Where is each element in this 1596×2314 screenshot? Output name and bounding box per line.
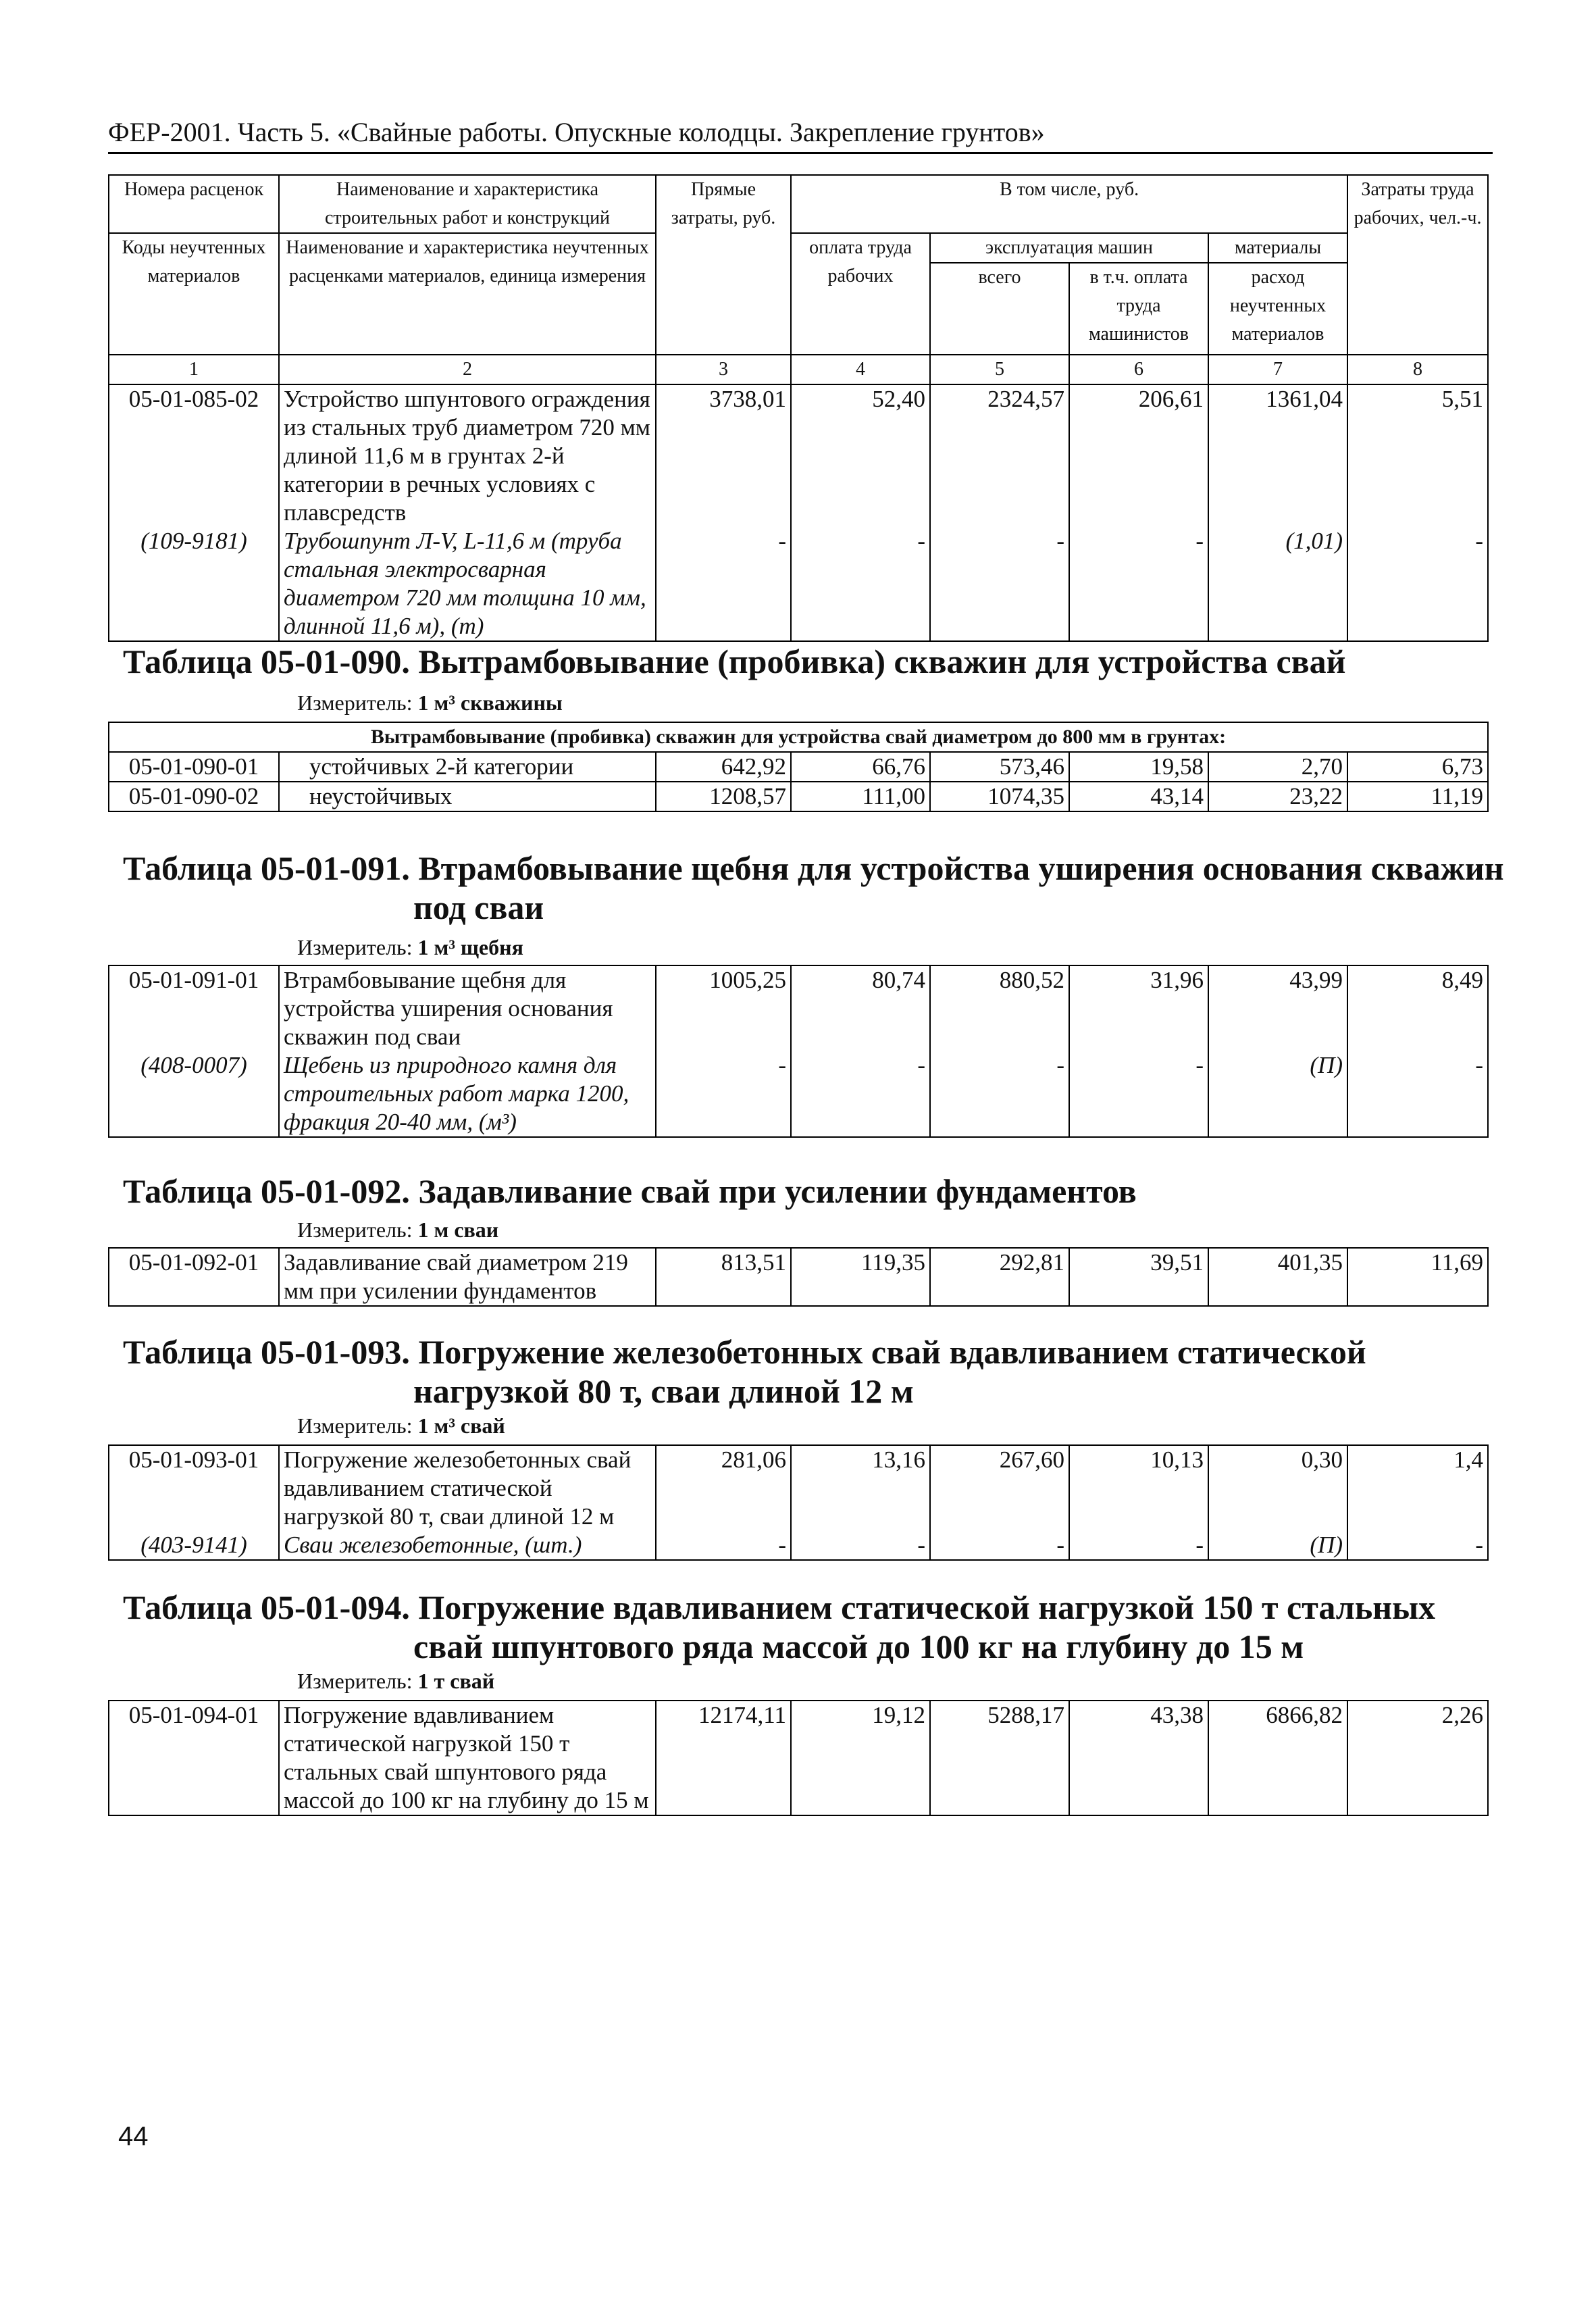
work-name: Погружение вдавливанием статической нагрузкой 150 т стальных свай шпунтового ряда массой до 100 кг на глубину до 15 м (279, 1701, 656, 1815)
col2-header-top: Наименование и характеристика строительных работ и конструкций (279, 175, 656, 233)
col-number: 4 (791, 355, 930, 384)
materials-cost: 6866,82 (1208, 1701, 1347, 1815)
table-title-line1: Таблица 05-01-094. Погружение вдавливанием статической нагрузкой 150 т стальных (123, 1588, 1436, 1626)
meter-label: Измеритель: (297, 1217, 413, 1242)
rate-code: 05-01-093-01 (128, 1447, 259, 1473)
operators-cost: 206,61 (1138, 386, 1204, 412)
meter (297, 1217, 498, 1242)
labor-cost: 80,74 (872, 967, 925, 993)
labor-hours: 8,49 (1441, 967, 1483, 993)
meter (297, 1669, 494, 1694)
table-row (109, 782, 1488, 811)
materials-cost: 1361,04 (1266, 386, 1343, 412)
material-name: Сваи железобетонные, (шт.) (284, 1532, 582, 1558)
operators-cost: 39,51 (1069, 1248, 1208, 1306)
labor-hours: 2,26 (1347, 1701, 1488, 1815)
table-092 (108, 1247, 1489, 1307)
meter-value: 1 м³ щебня (417, 935, 523, 959)
material-value: - (778, 1052, 786, 1078)
direct-cost: 1005,25 (709, 967, 786, 993)
operators-cost: 43,38 (1069, 1701, 1208, 1815)
rate-code: 05-01-090-02 (109, 782, 279, 811)
table-094 (108, 1700, 1489, 1816)
rate-code: 05-01-094-01 (109, 1701, 279, 1815)
meter (297, 690, 563, 715)
machines-header: эксплуатация машин (930, 233, 1208, 263)
table-row (109, 1701, 1488, 1815)
material-value: (П) (1310, 1052, 1343, 1078)
meter-label: Измеритель: (297, 1413, 413, 1438)
material-value: - (1475, 528, 1484, 554)
materials-cost: 43,99 (1289, 967, 1343, 993)
material-value: - (1195, 1532, 1204, 1558)
work-name: неустойчивых (279, 782, 656, 811)
machines-cost: 2324,57 (987, 386, 1064, 412)
work-name: Втрамбовывание щебня для устройства уширения основания скважин под сваи (284, 967, 613, 1050)
materials-cost: 401,35 (1208, 1248, 1347, 1306)
labor-cost: 19,12 (791, 1701, 930, 1815)
machines-cost: 1074,35 (930, 782, 1069, 811)
material-value: (П) (1310, 1532, 1343, 1558)
col-number: 7 (1208, 355, 1347, 384)
header-table (108, 174, 1489, 642)
material-value: - (1195, 528, 1204, 554)
material-value: - (917, 528, 925, 554)
meter (297, 1413, 505, 1438)
col8-header: Затраты труда рабочих, чел.-ч. (1347, 175, 1488, 355)
labor-hours: 1,4 (1453, 1447, 1483, 1473)
table-091 (108, 965, 1489, 1138)
meter-value: 1 м сваи (417, 1217, 499, 1242)
col-number: 3 (656, 355, 791, 384)
rate-code: 05-01-092-01 (109, 1248, 279, 1306)
col-number: 2 (279, 355, 656, 384)
table-row (109, 1248, 1488, 1306)
material-value: - (1056, 528, 1064, 554)
table-row (109, 384, 1488, 641)
col1-header-bottom: Коды неучтенных материалов (109, 233, 279, 355)
table-title (123, 1332, 1366, 1411)
materials-header: материалы (1208, 233, 1347, 263)
machines-cost: 5288,17 (930, 1701, 1069, 1815)
work-name: Погружение железобетонных свай вдавливанием статической нагрузкой 80 т, сваи длиной 12 м (284, 1447, 632, 1530)
material-value: - (778, 528, 786, 554)
material-code: (408-0007) (140, 1052, 247, 1078)
col-number: 6 (1069, 355, 1208, 384)
group-header: В том числе, руб. (791, 175, 1347, 233)
materials-cost: 2,70 (1208, 752, 1347, 782)
table-093 (108, 1444, 1489, 1561)
direct-cost: 1208,57 (656, 782, 791, 811)
subheader: Вытрамбовывание (пробивка) скважин для устройства свай диаметром до 800 мм в грунтах: (109, 722, 1488, 752)
material-code: (403-9141) (140, 1532, 247, 1558)
material-value: (1,01) (1285, 528, 1343, 554)
col1-header-top: Номера расценок (109, 175, 279, 233)
operators-cost: 43,14 (1069, 782, 1208, 811)
table-title (123, 849, 1504, 927)
meter-value: 1 м³ скважины (417, 690, 563, 715)
operators-cost: 10,13 (1150, 1447, 1204, 1473)
col7-header: расход неучтенных материалов (1208, 263, 1347, 355)
operators-cost: 31,96 (1150, 967, 1204, 993)
material-value: - (1475, 1532, 1483, 1558)
labor-hours: 11,69 (1347, 1248, 1488, 1306)
material-name: Щебень из природного камня для строительных работ марка 1200, фракция 20-40 мм, (м³) (284, 1052, 629, 1135)
table-title-line2: под сваи (413, 888, 544, 926)
table-title-line1: Таблица 05-01-093. Погружение железобетонных свай вдавливанием статической (123, 1333, 1366, 1371)
meter-value: 1 т свай (417, 1669, 495, 1693)
col4-header: оплата труда рабочих (791, 233, 930, 355)
table-title-line2: свай шпунтового ряда массой до 100 кг на глубину до 15 м (413, 1628, 1304, 1665)
meter-label: Измеритель: (297, 690, 413, 715)
material-value: - (1195, 1052, 1204, 1078)
table-090 (108, 722, 1489, 812)
meter-label: Измеритель: (297, 935, 413, 959)
page-header: ФЕР-2001. Часть 5. «Свайные работы. Опускные колодцы. Закрепление грунтов» (108, 116, 1493, 154)
labor-cost: 119,35 (791, 1248, 930, 1306)
machines-cost: 292,81 (930, 1248, 1069, 1306)
col6-header: в т.ч. оплата труда машинистов (1069, 263, 1208, 355)
machines-cost: 880,52 (999, 967, 1064, 993)
labor-hours: 11,19 (1347, 782, 1488, 811)
meter-label: Измеритель: (297, 1669, 413, 1693)
material-value: - (917, 1052, 925, 1078)
direct-cost: 3738,01 (709, 386, 786, 412)
page-number: 44 (118, 2121, 149, 2151)
machines-cost: 573,46 (930, 752, 1069, 782)
col-number: 1 (109, 355, 279, 384)
direct-cost: 281,06 (721, 1447, 786, 1473)
material-name: Трубошпунт Л-V, L-11,6 м (труба стальная электросварная диаметром 720 мм толщина 10 мм, длинной 11,6 м), (т) (284, 528, 646, 639)
material-value: - (778, 1532, 786, 1558)
labor-cost: 111,00 (791, 782, 930, 811)
col-number: 8 (1347, 355, 1488, 384)
table-title (123, 1588, 1435, 1666)
table-title: Таблица 05-01-092. Задавливание свай при усилении фундаментов (123, 1172, 1137, 1210)
rate-code: 05-01-090-01 (109, 752, 279, 782)
labor-hours: 6,73 (1347, 752, 1488, 782)
table-row (109, 965, 1488, 1137)
labor-cost: 66,76 (791, 752, 930, 782)
material-code: (109-9181) (140, 528, 247, 554)
work-name: устойчивых 2-й категории (279, 752, 656, 782)
table-row (109, 752, 1488, 782)
table-row (109, 1445, 1488, 1560)
rate-code: 05-01-085-02 (128, 386, 259, 412)
labor-cost: 13,16 (872, 1447, 925, 1473)
material-value: - (1056, 1532, 1064, 1558)
meter (297, 935, 523, 960)
col5-header: всего (930, 263, 1069, 355)
meter-value: 1 м³ свай (417, 1413, 505, 1438)
direct-cost: 642,92 (656, 752, 791, 782)
material-value: - (917, 1532, 925, 1558)
col2-header-bottom: Наименование и характеристика неучтенных расценками материалов, единица измерения (279, 233, 656, 355)
table-title: Таблица 05-01-090. Вытрамбовывание (пробивка) скважин для устройства свай (123, 643, 1346, 680)
col-number: 5 (930, 355, 1069, 384)
work-name: Устройство шпунтового ограждения из стальных труб диаметром 720 мм длиной 11,6 м в грунтах 2-й категории в речных условиях с плавсредств (284, 386, 650, 526)
col3-header: Прямые затраты, руб. (656, 175, 791, 355)
rate-code: 05-01-091-01 (128, 967, 259, 993)
operators-cost: 19,58 (1069, 752, 1208, 782)
materials-cost: 0,30 (1301, 1447, 1343, 1473)
table-title-line2: нагрузкой 80 т, сваи длиной 12 м (413, 1372, 914, 1410)
table-title-line1: Таблица 05-01-091. Втрамбовывание щебня для устройства уширения основания скважин (123, 849, 1504, 887)
labor-cost: 52,40 (872, 386, 925, 412)
direct-cost: 813,51 (656, 1248, 791, 1306)
labor-hours: 5,51 (1441, 386, 1484, 412)
machines-cost: 267,60 (999, 1447, 1064, 1473)
direct-cost: 12174,11 (656, 1701, 791, 1815)
materials-cost: 23,22 (1208, 782, 1347, 811)
work-name: Задавливание свай диаметром 219 мм при усилении фундаментов (279, 1248, 656, 1306)
material-value: - (1056, 1052, 1064, 1078)
material-value: - (1475, 1052, 1483, 1078)
